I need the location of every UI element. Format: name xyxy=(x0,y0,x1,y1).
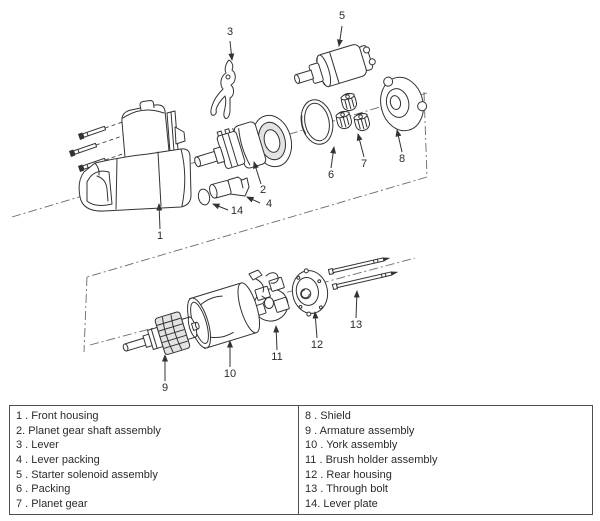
legend-row: 3 . Lever xyxy=(16,439,59,452)
callout-8 xyxy=(397,130,405,165)
part-lever-packing xyxy=(208,177,249,199)
svg-text:3: 3 xyxy=(226,26,234,38)
mounting-bolt xyxy=(69,131,130,157)
legend-column-left xyxy=(10,406,299,514)
legend-row: 4 . Lever packing xyxy=(16,453,100,466)
svg-text:11: 11 xyxy=(271,351,283,363)
callout-6 xyxy=(328,147,334,181)
legend-row: 7 . Planet gear xyxy=(16,497,88,510)
legend-row: 2. Planet gear shaft assembly xyxy=(16,424,161,437)
legend-row: 10 . York assembly xyxy=(305,439,398,452)
callout-10 xyxy=(224,341,236,380)
callout-2 xyxy=(254,162,266,196)
callout-5 xyxy=(339,10,345,46)
callout-9 xyxy=(162,355,168,394)
legend-row: 1 . Front housing xyxy=(16,410,99,422)
part-rear-housing xyxy=(289,266,332,318)
svg-text:10: 10 xyxy=(223,368,237,380)
legend-row: 13 . Through bolt xyxy=(305,483,388,496)
part-planet-gear-shaft-assembly xyxy=(193,111,297,171)
legend-row: 12 . Rear housing xyxy=(305,468,392,481)
svg-text:12: 12 xyxy=(310,339,324,351)
callout-3 xyxy=(227,26,233,60)
svg-text:2: 2 xyxy=(259,184,267,196)
callout-12 xyxy=(311,312,323,351)
legend-row: 9 . Armature assembly xyxy=(305,424,415,437)
callout-1 xyxy=(157,204,163,242)
svg-text:7: 7 xyxy=(360,158,368,170)
part-packing xyxy=(297,97,337,147)
callout-4 xyxy=(247,197,272,210)
legend-table xyxy=(9,405,593,515)
legend-row: 8 . Shield xyxy=(305,410,351,422)
part-lever xyxy=(211,60,235,119)
part-york-assembly xyxy=(183,281,264,351)
legend-row: 6 . Packing xyxy=(16,483,71,496)
svg-text:14: 14 xyxy=(230,205,244,217)
legend-column-right xyxy=(299,406,592,514)
callout-14 xyxy=(213,204,243,217)
part-through-bolts xyxy=(328,255,398,289)
part-planet-gears xyxy=(335,92,371,132)
svg-text:8: 8 xyxy=(398,153,406,165)
svg-text:1: 1 xyxy=(156,230,164,242)
legend-row: 14. Lever plate xyxy=(305,497,378,510)
part-lever-plate xyxy=(197,188,211,206)
svg-text:9: 9 xyxy=(161,382,169,394)
svg-text:5: 5 xyxy=(338,10,346,22)
part-front-housing xyxy=(69,101,191,212)
part-starter-solenoid xyxy=(290,40,378,96)
part-shield xyxy=(374,70,431,136)
callout-11 xyxy=(271,326,282,363)
callout-13 xyxy=(350,291,362,331)
legend-row: 5 . Starter solenoid assembly xyxy=(16,468,158,481)
svg-text:6: 6 xyxy=(327,169,335,181)
svg-text:13: 13 xyxy=(349,319,363,331)
legend-row: 11 . Brush holder assembly xyxy=(305,453,438,466)
callout-7 xyxy=(358,134,367,170)
svg-text:4: 4 xyxy=(265,198,273,210)
